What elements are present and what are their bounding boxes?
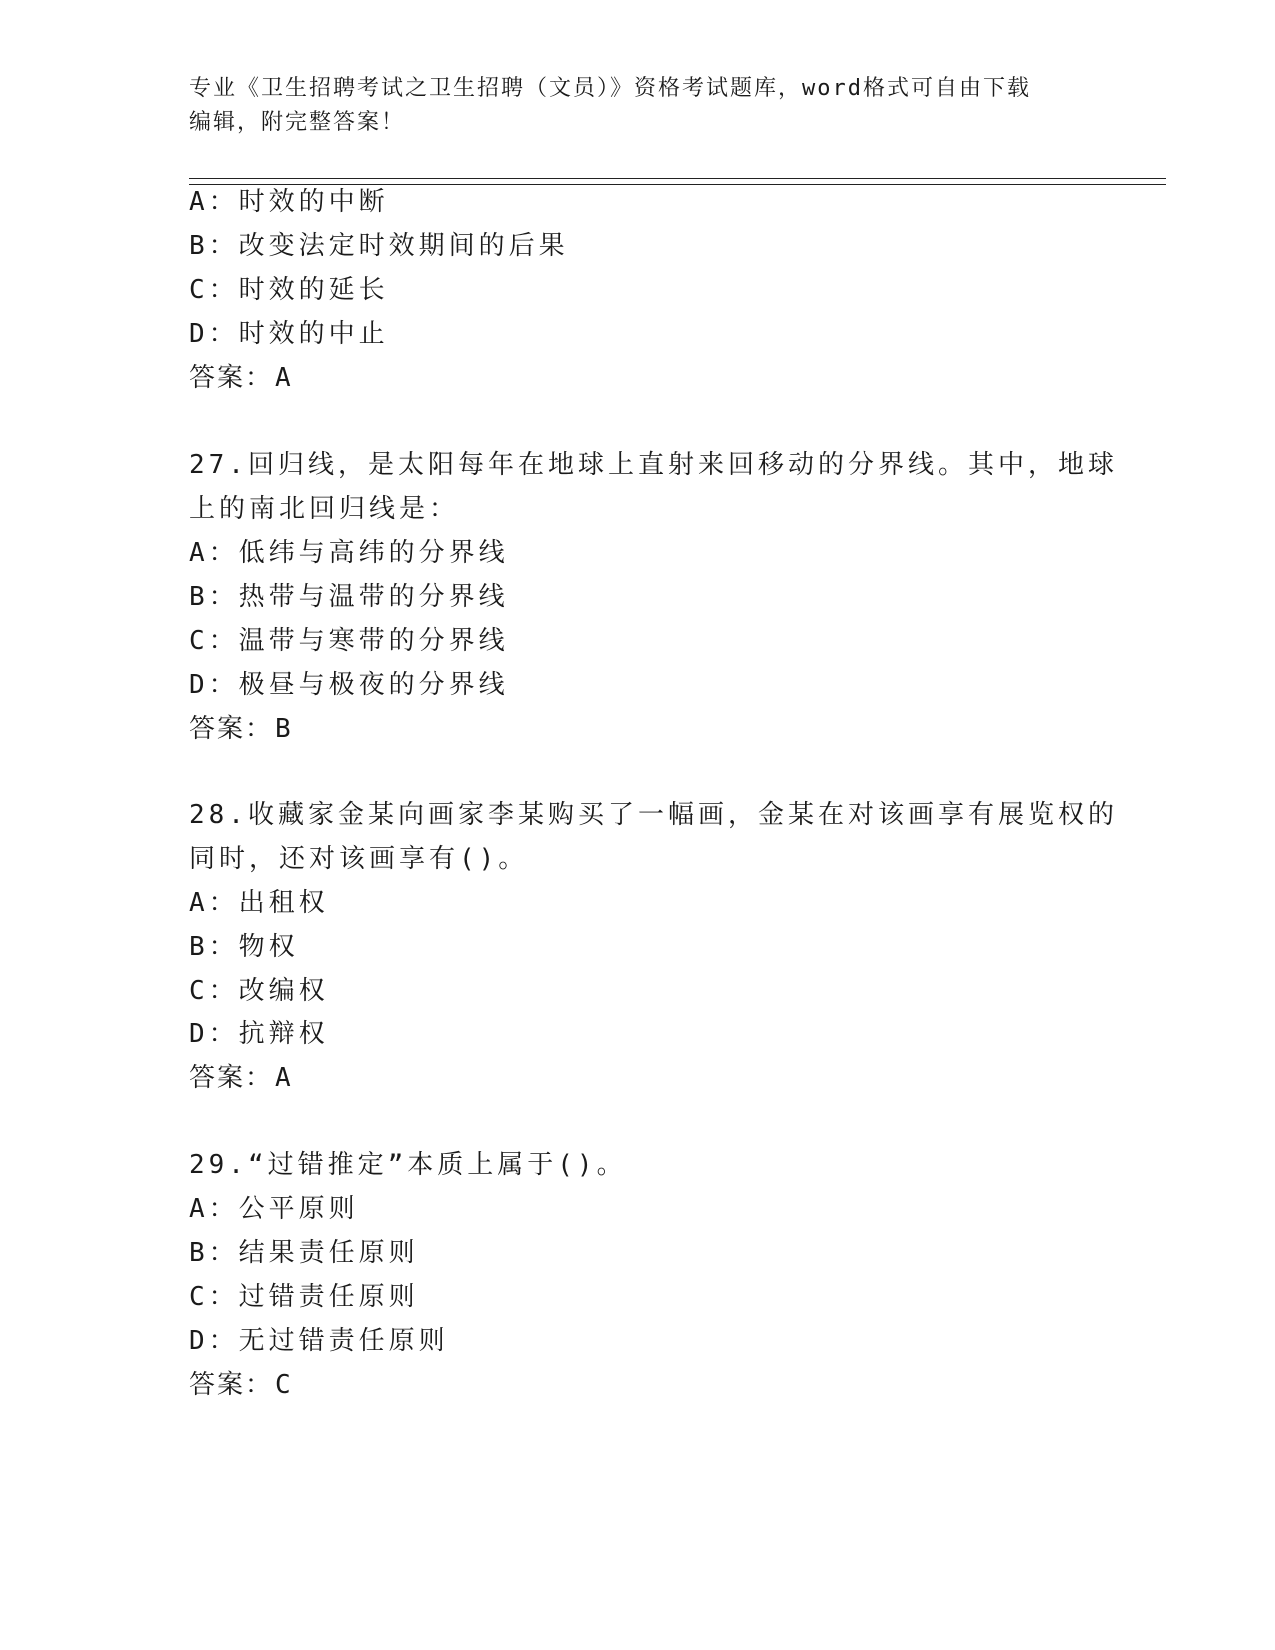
- q28-answer-label: 答案：: [189, 1063, 274, 1093]
- q26-answer-label: 答案：: [189, 363, 274, 393]
- q29-option-a: A：公平原则: [189, 1194, 359, 1224]
- q27-option-a: A：低纬与高纬的分界线: [189, 538, 509, 568]
- header-divider-bottom: [189, 184, 1166, 185]
- q27-option-c: C：温带与寒带的分界线: [189, 626, 509, 656]
- q28-stem-line-2: 同时，还对该画享有()。: [189, 844, 529, 874]
- q27-stem-line-1: 27.回归线，是太阳每年在地球上直射来回移动的分界线。其中，地球: [189, 450, 1118, 480]
- q29-answer-label: 答案：: [189, 1370, 274, 1400]
- q27-option-d: D：极昼与极夜的分界线: [189, 670, 509, 700]
- q29-option-d: D：无过错责任原则: [189, 1326, 449, 1356]
- q28-answer: [189, 1062, 293, 1094]
- q28-option-d: D：抗辩权: [189, 1019, 329, 1049]
- q26-option-a: A：时效的中断: [189, 187, 389, 217]
- header-line-1: 专业《卫生招聘考试之卫生招聘（文员）》资格考试题库，word格式可自由下载: [189, 76, 1031, 101]
- header-divider-top: [189, 178, 1166, 179]
- q27-stem-line-2: 上的南北回归线是：: [189, 494, 460, 524]
- q29-stem-line-1: 29.“过错推定”本质上属于()。: [189, 1150, 627, 1180]
- q26-answer: [189, 362, 293, 394]
- q27-answer-value: B: [275, 714, 293, 744]
- q28-stem-line-1: 28.收藏家金某向画家李某购买了一幅画，金某在对该画享有展览权的: [189, 800, 1118, 830]
- q27-answer-label: 答案：: [189, 714, 274, 744]
- q29-option-c: C：过错责任原则: [189, 1282, 419, 1312]
- q26-option-d: D：时效的中止: [189, 319, 389, 349]
- q29-option-b: B：结果责任原则: [189, 1238, 419, 1268]
- q28-option-c: C：改编权: [189, 976, 329, 1006]
- q27-answer: [189, 713, 293, 745]
- q26-answer-value: A: [275, 363, 293, 393]
- q29-answer: [189, 1369, 293, 1401]
- q26-option-c: C：时效的延长: [189, 275, 389, 305]
- q26-option-b: B：改变法定时效期间的后果: [189, 231, 569, 261]
- q28-option-a: A：出租权: [189, 888, 329, 918]
- q28-answer-value: A: [275, 1063, 293, 1093]
- q29-answer-value: C: [275, 1370, 293, 1400]
- document-header: [189, 72, 1089, 140]
- q28-option-b: B：物权: [189, 932, 299, 962]
- header-line-2: 编辑，附完整答案！: [189, 110, 406, 135]
- q27-option-b: B：热带与温带的分界线: [189, 582, 509, 612]
